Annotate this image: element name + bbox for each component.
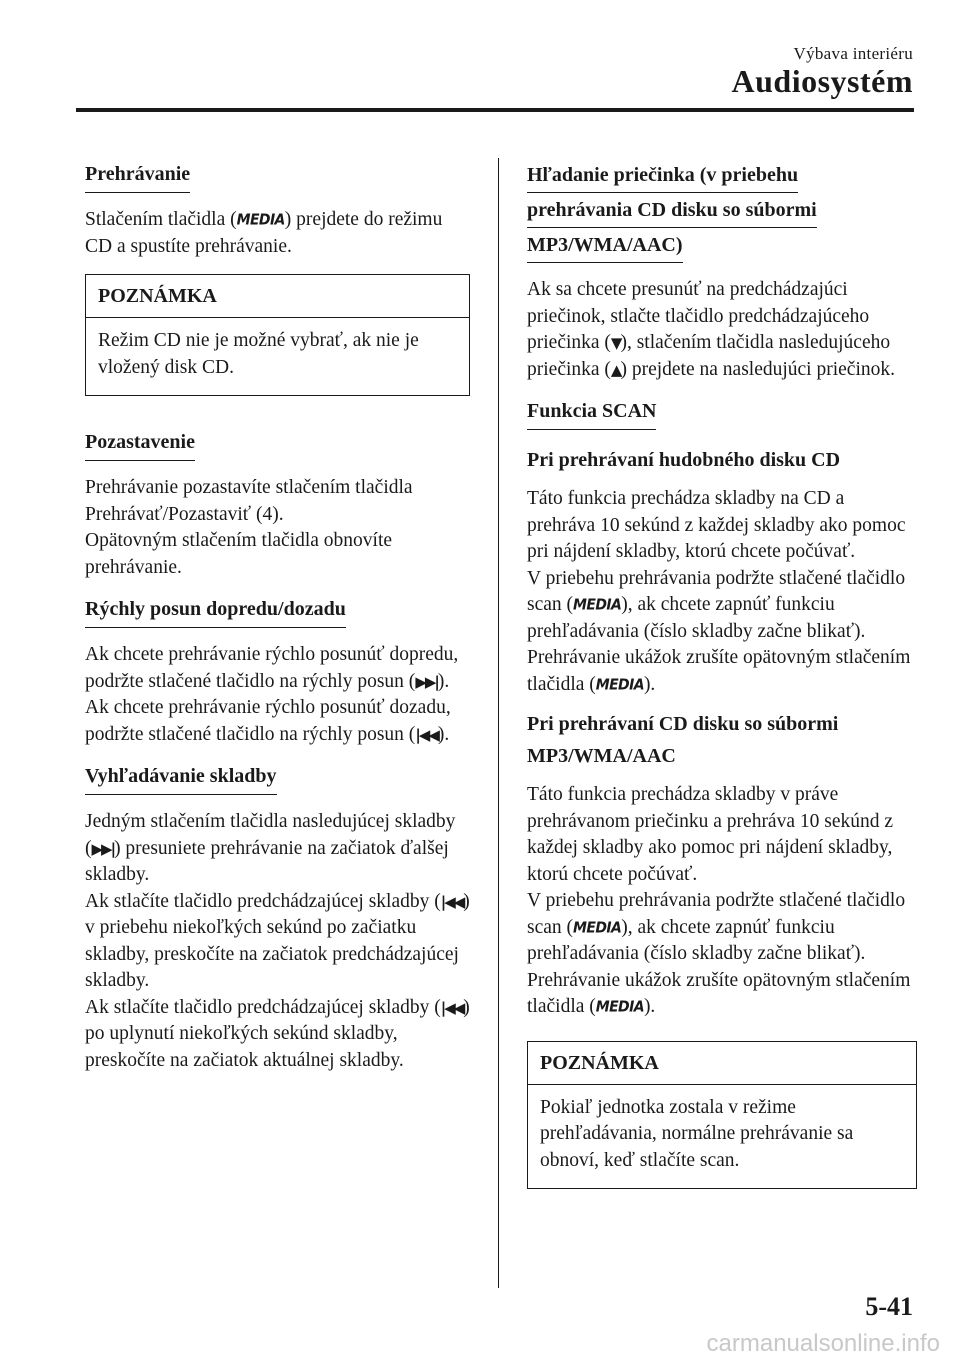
media-button-icon: MEDIA [573, 596, 622, 614]
fast-forward-icon: ▶▶| [415, 672, 438, 691]
scan-text-4: V priebehu prehrávania podržte stlačené tlačidlo scan (MEDIA), ak chcete zapnúť funkciu prehľadávania (číslo skladby začne blikať). [527, 890, 906, 964]
prev-track-icon: |◀◀ [440, 998, 464, 1017]
folder-up-icon: ▲ [610, 360, 621, 379]
pause-text-2: Opätovným stlačením tlačidla obnovíte prehrávanie. [85, 530, 393, 578]
rewind-icon: |◀◀ [415, 725, 438, 744]
section-title: Audiosystém [731, 63, 913, 99]
note-text: Pokiaľ jednotka zostala v režime prehľadávania, normálne prehrávanie sa obnoví, keď stlačíte scan. [540, 1096, 854, 1171]
next-track-icon: ▶▶| [91, 839, 115, 858]
folder-down-icon: ▼ [610, 334, 621, 352]
fast-forward-text: Ak chcete prehrávanie rýchlo posunúť dopredu, podržte stlačené tlačidlo na rýchly posun (▶▶|). Ak chcete prehrávanie rýchlo posunúť dozadu, podržte stlačené tlačidlo na rýchly posun (|◀◀). [85, 644, 459, 745]
pause-text-1: Prehrávanie pozastavíte stlačením tlačidla Prehrávať/Pozastaviť (4). [85, 477, 413, 525]
right-column [527, 160, 917, 1221]
prev-track-icon: |◀◀ [440, 892, 464, 911]
track-search-text-2: Ak stlačíte tlačidlo predchádzajúcej skladby (|◀◀) v priebehu niekoľkých sekúnd po začiatku skladby, preskočíte na začiatok predchádzajúcej skladby. [85, 890, 470, 991]
note-text: Režim CD nie je možné vybrať, ak nie je vložený disk CD. [98, 330, 419, 378]
note-box-cd [85, 274, 470, 396]
heading-fast-forward: Rýchly posun dopredu/dozadu [85, 595, 346, 628]
note-title: POZNÁMKA [86, 275, 469, 318]
column-divider [498, 158, 499, 1288]
header-rule [76, 108, 914, 112]
scan-text-2: V priebehu prehrávania podržte stlačené tlačidlo scan (MEDIA), ak chcete zapnúť funkciu prehľadávania (číslo skladby začne blikať). Prehrávanie ukážok zrušíte opätovným stlačením tlačidla (MEDIA). [527, 566, 917, 699]
track-search-text-3: Ak stlačíte tlačidlo predchádzajúcej skladby (|◀◀) po uplynutí niekoľkých sekúnd skladby, preskočíte na začiatok aktuálnej skladby. [85, 996, 470, 1071]
left-column [85, 160, 470, 1084]
scan-text-1: Táto funkcia prechádza skladby na CD a prehráva 10 sekúnd z každej skladby ako pomoc pri nájdení skladby, ktorú chcete počúvať. [527, 488, 906, 562]
folder-search-text: Ak sa chcete presunúť na predchádzajúci priečinok, stlačte tlačidlo predchádzajúceho priečinka (▼), stlačením tlačidla nasledujúceho priečinka (▲) prejdete na nasledujúci priečinok. [527, 279, 895, 380]
heading-folder-search: Hľadanie priečinka (v priebehu prehrávania CD disku so súbormi MP3/WMA/AAC) [527, 160, 917, 263]
media-button-icon: MEDIA [573, 918, 622, 937]
track-search-text-1: Jedným stlačením tlačidla nasledujúcej skladby (▶▶|) presuniete prehrávanie na začiatok ďalšej skladby. [85, 811, 456, 885]
scan-text-3: Táto funkcia prechádza skladby v práve prehrávanom priečinku a prehráva 10 sekúnd z každej skladby ako pomoc pri nájdení skladby, ktorú chcete počúvať. [527, 784, 894, 885]
note-title: POZNÁMKA [528, 1042, 916, 1085]
page-number: 5-41 [865, 1292, 913, 1321]
media-button-icon: MEDIA [595, 998, 644, 1016]
subheading-mp3-cd: Pri prehrávaní CD disku so súbormi MP3/WMA/AAC [527, 713, 839, 767]
scan-text-5: Prehrávanie ukážok zrušíte opätovným stlačením tlačidla (MEDIA). [527, 968, 917, 1021]
watermark: carmanualsonline.info [706, 1330, 940, 1357]
chapter-title: Výbava interiéru [793, 44, 913, 63]
heading-pause: Pozastavenie [85, 428, 195, 461]
playback-text: Stlačením tlačidla (MEDIA) prejdete do režimu CD a spustíte prehrávanie. [85, 207, 470, 260]
subheading-audio-cd: Pri prehrávaní hudobného disku CD [527, 449, 841, 471]
media-button-icon: MEDIA [236, 211, 285, 229]
media-button-icon: MEDIA [595, 675, 644, 694]
heading-track-search: Vyhľadávanie skladby [85, 762, 277, 795]
heading-playback: Prehrávanie [85, 160, 190, 193]
note-box-scan [527, 1041, 917, 1190]
heading-scan: Funkcia SCAN [527, 397, 656, 430]
